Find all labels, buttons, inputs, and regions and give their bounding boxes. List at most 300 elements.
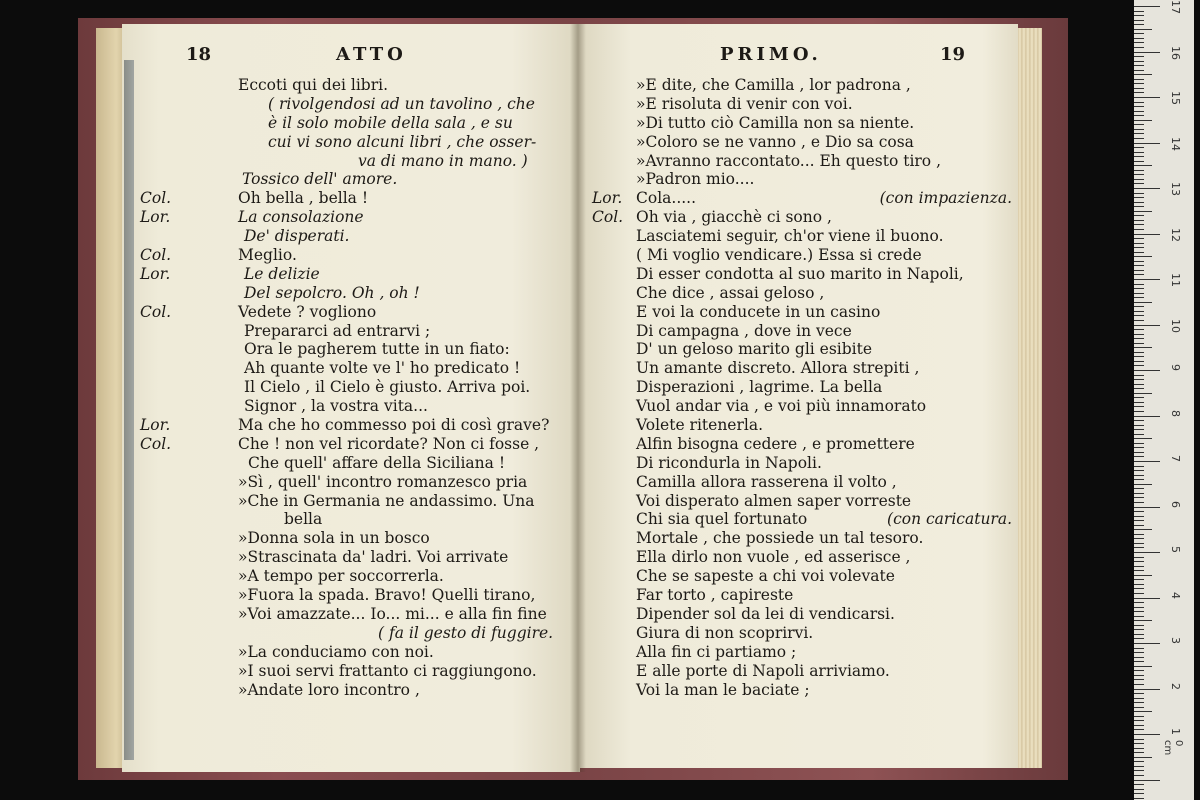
ruler-tick [1134,83,1144,84]
ruler-tick [1134,329,1144,330]
ruler-tick [1134,206,1144,207]
ruler-tick [1134,315,1144,316]
line-text: »La conduciamo con noi. [238,642,434,661]
ruler-tick [1134,711,1152,712]
text-line [140,434,578,454]
ruler-tick [1134,174,1144,175]
ruler-tick [1134,629,1144,630]
ruler-tick [1134,29,1152,30]
line-text: Di ricondurla in Napoli. [636,453,822,472]
text-line [592,246,1012,265]
ruler-tick [1134,775,1144,776]
text-line [140,416,578,435]
ruler-tick [1134,129,1144,130]
speaker-label: Lor. [140,208,171,227]
line-text: Vuol andar via , e voi più innamorato [636,397,927,416]
line-text: Ah quante volte ve l' ho predicato ! [244,359,521,378]
ruler-tick [1134,634,1144,635]
ruler-tick [1134,325,1160,326]
line-text: »Avranno raccontato... Eh questo tiro , [636,151,941,170]
text-line [592,378,1012,397]
ruler-tick [1134,15,1144,16]
text-line [592,397,1012,416]
ruler-tick [1134,247,1144,248]
ruler-tick [1134,111,1144,112]
ruler-tick [1134,343,1144,344]
ruler-tick [1134,211,1152,212]
ruler-tick [1134,484,1152,485]
ruler-tick [1134,434,1144,435]
text-line [186,529,578,548]
ruler-tick [1134,657,1144,658]
ruler-tick [1134,379,1144,380]
ruler-label: 13 [1169,182,1182,196]
ruler-tick [1134,133,1144,134]
ruler-tick [1134,598,1160,599]
right-page [578,24,1018,768]
ruler-tick [1134,584,1144,585]
text-line [186,340,578,359]
ruler-tick [1134,543,1144,544]
line-text: Signor , la vostra vita... [244,397,428,416]
ruler-tick [1134,511,1144,512]
ruler-tick [1134,229,1144,230]
ruler-tick [1134,224,1144,225]
text-line [592,303,1012,322]
text-line [186,95,578,114]
text-line [186,152,578,171]
text-line [592,284,1012,303]
ruler-tick [1134,138,1144,139]
line-text: Le delizie [244,264,320,283]
ruler-tick [1134,475,1144,476]
line-text: E voi la conducete in un casino [636,302,881,321]
line-text: »Che in Germania ne andassimo. Una [238,491,535,510]
ruler-tick [1134,334,1144,335]
ruler-tick [1134,88,1144,89]
text-line [592,454,1012,473]
text-line [592,567,1012,586]
speaker-label: Lor. [140,416,171,435]
text-line [592,114,1012,133]
ruler-tick [1134,666,1152,667]
ruler-tick [1134,170,1144,171]
ruler-tick [1134,252,1144,253]
page-number-right: 19 [940,44,966,65]
text-line [140,189,578,208]
line-text: Che ! non vel ricordate? Non ci fosse , [238,434,540,453]
ruler-tick [1134,193,1144,194]
ruler-label: 6 [1169,500,1182,508]
ruler-tick [1134,638,1144,639]
text-line [592,189,1012,208]
ruler-tick [1134,570,1144,571]
text-line [592,152,1012,171]
ruler-tick [1134,411,1144,412]
line-text: Chi sia quel fortunato [636,510,808,529]
ruler-tick [1134,502,1144,503]
ruler-tick [1134,516,1144,517]
ruler-tick [1134,602,1144,603]
ruler-tick [1134,352,1144,353]
ruler-tick [1134,447,1144,448]
text-line [592,359,1012,378]
line-text: »Coloro se ne vanno , e Dio sa cosa [636,132,914,151]
ruler-tick [1134,397,1144,398]
text-line [592,170,1012,189]
line-text: Alla fin ci partiamo ; [636,642,797,661]
speaker-label: Col. [140,189,172,208]
ruler-tick [1134,520,1144,521]
ruler-label: 15 [1169,91,1182,105]
speaker-label: Col. [140,434,172,453]
line-text: Voi disperato almen saper vorreste [636,491,912,510]
text-line [592,548,1012,567]
ruler-tick [1134,780,1160,781]
ruler-tick [1134,402,1144,403]
ruler-tick [1134,707,1144,708]
ruler-tick [1134,693,1144,694]
ruler-tick [1134,338,1144,339]
ruler-tick [1134,388,1144,389]
text-line [186,133,578,152]
ruler-tick [1134,479,1144,480]
ruler-tick [1134,766,1144,767]
ruler-tick [1134,188,1160,189]
ruler-tick [1134,215,1144,216]
ruler-tick [1134,798,1144,799]
ruler-tick [1134,152,1144,153]
ruler-tick [1134,575,1152,576]
ruler-tick [1134,106,1144,107]
line-text: E alle porte di Napoli arriviamo. [636,661,890,680]
ruler-tick [1134,552,1160,553]
ruler-tick [1134,761,1144,762]
line-text: Che dice , assai geloso , [636,283,825,302]
line-text: »E dite, che Camilla , lor padrona , [636,76,911,94]
text-line [592,435,1012,454]
speaker-label: Col. [140,246,172,265]
ruler-tick [1134,684,1144,685]
ruler-label: 3 [1169,637,1182,644]
ruler-label: 1 [1169,728,1182,735]
stage-direction: (con caricatura. [887,510,1012,529]
ruler-label: 5 [1169,546,1182,553]
ruler-label: 12 [1169,227,1182,242]
ruler-tick [1134,143,1160,144]
ruler-tick [1134,529,1152,530]
ruler-tick [1134,306,1144,307]
text-line [592,208,1012,227]
ruler-label: 14 [1169,136,1182,151]
ruler-tick [1134,534,1144,535]
ruler-tick [1134,74,1152,75]
ruler-tick [1134,302,1152,303]
ruler-tick [1134,370,1160,371]
ruler-tick [1134,675,1144,676]
line-text: »Voi amazzate... Io... mi... e alla fin fine [238,604,547,623]
running-head-left: ATTO [336,44,407,65]
line-text: Ora le pagherem tutte in un fiato: [244,340,510,359]
line-text: ( rivolgendosi ad un tavolino , che [268,94,535,113]
ruler-tick [1134,406,1144,407]
ruler-tick [1134,466,1144,467]
ruler-tick [1134,757,1152,758]
line-text: D' un geloso marito gli esibite [636,340,873,359]
ruler-tick [1134,97,1160,98]
text-line [592,643,1012,662]
ruler-tick [1134,579,1144,580]
ruler-tick [1134,716,1144,717]
ruler-label: 17 [1169,0,1182,14]
line-text: Oh bella , bella ! [238,189,369,208]
left-page [122,24,580,772]
ruler-tick [1134,689,1160,690]
ruler-tick [1134,356,1144,357]
ruler-tick [1134,497,1144,498]
line-text: Prepararci ad entrarvi ; [244,321,431,340]
line-text: Alfin bisogna cedere , e promettere [636,434,915,453]
line-text: ( fa il gesto di fuggire. [378,623,554,642]
ruler-tick [1134,65,1144,66]
ruler-tick [1134,20,1144,21]
line-text: »Fuora la spada. Bravo! Quelli tirano, [238,586,536,605]
stage-direction: (con impazienza. [879,189,1012,208]
line-text: Che quell' affare della Siciliana ! [248,453,506,472]
ruler-tick [1134,293,1144,294]
text-line [592,510,1012,529]
text-line [186,170,578,189]
line-text: Voi la man le baciate ; [636,680,810,699]
ruler-tick [1134,416,1160,417]
ruler-tick [1134,279,1160,280]
ruler-tick [1134,265,1144,266]
text-line [186,227,578,246]
ruler-tick [1134,425,1144,426]
page-number-left: 18 [186,44,212,65]
ruler-tick [1134,297,1144,298]
ruler-tick [1134,720,1144,721]
ruler-tick [1134,698,1144,699]
line-text: Far torto , capireste [636,586,794,605]
ruler-tick [1134,6,1160,7]
ruler-tick [1134,793,1144,794]
ruler-tick [1134,270,1144,271]
ruler-tick [1134,79,1144,80]
line-text: è il solo mobile della sala , e su [268,113,513,132]
line-text: Vedete ? vogliono [238,302,377,321]
ruler-tick [1134,102,1144,103]
ruler-tick [1134,179,1144,180]
ruler-tick [1134,161,1144,162]
ruler-label: 11 [1169,273,1182,287]
text-line [186,605,578,624]
line-text: »Strascinata da' ladri. Voi arrivate [238,548,509,567]
text-line [140,208,578,227]
text-line [592,662,1012,681]
line-text: »Donna sola in un bosco [238,529,430,548]
ruler-tick [1134,661,1144,662]
text-line [186,567,578,586]
speaker-label: Col. [592,208,624,227]
text-line [186,681,578,700]
ruler-tick [1134,311,1144,312]
line-text: Cola..... [636,189,697,208]
ruler-tick [1134,429,1144,430]
ruler-tick [1134,438,1152,439]
ruler-label: 8 [1169,409,1182,417]
text-line [592,133,1012,152]
ruler-tick [1134,234,1160,235]
ruler-tick [1134,507,1160,508]
text-line [186,492,578,511]
ruler-tick [1134,616,1144,617]
ruler-tick [1134,156,1144,157]
text-line [186,378,578,397]
speaker-label: Col. [140,302,172,321]
ruler-label: 4 [1169,591,1182,599]
ruler-tick [1134,547,1144,548]
ruler-tick [1134,593,1144,594]
ruler-tick [1134,725,1144,726]
text-line [592,681,1012,700]
line-text: »Di tutto ciò Camilla non sa niente. [636,113,915,132]
measuring-ruler [1134,0,1194,800]
text-line [186,624,578,643]
ruler-tick [1134,557,1144,558]
ruler-tick [1134,124,1144,125]
line-text: Camilla allora rasserena il volto , [636,472,897,491]
text-line [592,586,1012,605]
line-text: Eccoti qui dei libri. [238,76,389,94]
ruler-tick [1134,588,1144,589]
text-line [592,492,1012,511]
text-line [592,605,1012,624]
line-text: Volete ritenerla. [636,416,764,435]
ruler-tick [1134,488,1144,489]
ruler-tick [1134,452,1144,453]
ruler-tick [1134,729,1144,730]
ruler-tick [1134,120,1152,121]
ruler-tick [1134,183,1144,184]
ruler-tick [1134,56,1144,57]
line-text: »Padron mio.... [636,170,755,189]
line-text: Oh via , giacchè ci sono , [636,208,832,227]
ruler-tick [1134,197,1144,198]
line-text: cui vi sono alcuni libri , che osser- [268,132,537,151]
ruler-tick [1134,384,1144,385]
ruler-tick [1134,734,1160,735]
ruler-tick [1134,24,1144,25]
ruler-tick [1134,238,1144,239]
ruler-tick [1134,702,1144,703]
ruler-tick [1134,33,1144,34]
ruler-unit-label: 0 cm [1162,740,1184,756]
ruler-tick [1134,347,1152,348]
ruler-tick [1134,456,1144,457]
ruler-tick [1134,365,1144,366]
ruler-tick [1134,470,1144,471]
line-text: Mortale , che possiede un tal tesoro. [636,529,924,548]
line-text: Giura di non scoprirvi. [636,623,814,642]
text-line [186,454,578,473]
ruler-tick [1134,261,1144,262]
line-text: La consolazione [238,208,364,227]
ruler-tick [1134,361,1144,362]
text-line [186,473,578,492]
ruler-tick [1134,393,1152,394]
line-text: »A tempo per soccorrerla. [238,567,444,586]
text-line [186,284,578,303]
ruler-tick [1134,92,1144,93]
ruler-tick [1134,620,1152,621]
ruler-tick [1134,493,1144,494]
ruler-tick [1134,561,1144,562]
ruler-tick [1134,220,1144,221]
ruler-tick [1134,607,1144,608]
line-text: ( Mi voglio vendicare.) Essa si crede [636,246,922,265]
text-line [186,662,578,681]
ruler-label: 16 [1169,45,1182,60]
line-text: »I suoi servi frattanto ci raggiungono. [238,661,537,680]
ruler-tick [1134,115,1144,116]
speaker-label: Lor. [592,189,623,208]
running-head-right: PRIMO. [720,44,822,65]
text-line [592,322,1012,341]
line-text: Dipender sol da lei di vendicarsi. [636,604,895,623]
right-page-text [592,76,1012,699]
ruler-tick [1134,611,1144,612]
text-line [592,529,1012,548]
ruler-tick [1134,52,1160,53]
ruler-tick [1134,288,1144,289]
speaker-label: Lor. [140,264,171,283]
ruler-tick [1134,679,1144,680]
ruler-tick [1134,284,1144,285]
ruler-tick [1134,643,1160,644]
line-text: Che se sapeste a chi voi volevate [636,567,895,586]
text-line [592,624,1012,643]
line-text: »Sì , quell' incontro romanzesco pria [238,472,528,491]
ruler-tick [1134,420,1144,421]
ruler-tick [1134,525,1144,526]
ruler-tick [1134,461,1160,462]
text-line [186,76,578,95]
ruler-tick [1134,70,1144,71]
line-text: Un amante discreto. Allora strepiti , [636,359,920,378]
text-line [140,264,578,284]
ruler-tick [1134,38,1144,39]
line-text: bella [284,510,323,529]
ruler-tick [1134,61,1144,62]
text-line [186,322,578,341]
ruler-tick [1134,443,1144,444]
line-text: Disperazioni , lagrime. La bella [636,378,883,397]
ruler-tick [1134,625,1144,626]
ruler-tick [1134,375,1144,376]
ruler-tick [1134,165,1152,166]
spine-shadow [124,60,134,760]
ruler-tick [1134,274,1144,275]
line-text: Meglio. [238,246,297,265]
text-line [186,114,578,133]
ruler-tick [1134,42,1144,43]
ruler-label: 2 [1169,682,1182,690]
ruler-label: 7 [1169,455,1182,462]
line-text: »E risoluta di venir con voi. [636,94,853,113]
line-text: De' disperati. [244,227,350,246]
text-line [140,302,578,322]
